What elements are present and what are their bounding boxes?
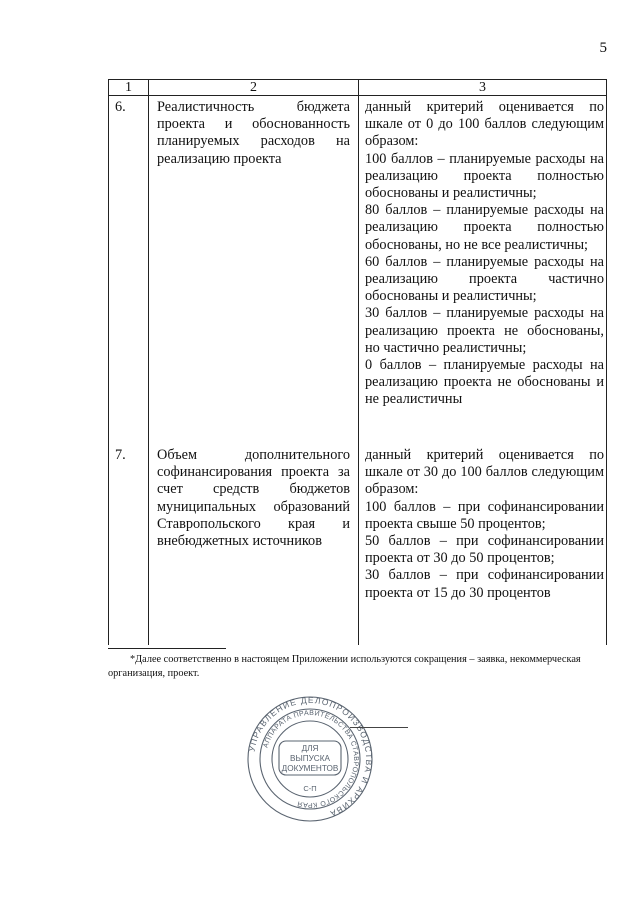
description-line: 80 баллов – планируемые расходы на реализацию проекта полностью обоснованы, но не все реалистичны; (365, 202, 604, 253)
column-header-3: 3 (359, 80, 607, 96)
criteria-table (108, 79, 607, 645)
description-cell (359, 96, 607, 438)
stamp-code: С-П (303, 784, 317, 793)
row-number: 6. (109, 96, 149, 438)
table-row (109, 437, 607, 645)
stamp-center-line: ДОКУМЕНТОВ (281, 764, 339, 773)
row-number: 7. (109, 437, 149, 645)
stamp-center-line: ДЛЯ (301, 744, 319, 753)
criterion-cell (149, 437, 359, 645)
description-line: 100 баллов – планируемые расходы на реализацию проекта полностью обоснованы и реалистичны; (365, 150, 604, 202)
footnote: *Далее соответственно в настоящем Приложении используются сокращения – заявка, некоммерческая организация, проект. (108, 654, 581, 679)
table-row (109, 96, 607, 438)
description-line: 60 баллов – планируемые расходы на реализацию проекта частично обоснованы и реалистичны; (365, 253, 604, 305)
criterion-text: Объем дополнительного софинансирования проекта за счет средств бюджетов муниципальных образований Ставропольского края и внебюджетных источников (157, 447, 350, 550)
column-header-2: 2 (149, 80, 359, 96)
description-line: данный критерий оценивается по шкале от 30 до 100 баллов следующим образом: (365, 447, 604, 498)
description-line: данный критерий оценивается по шкале от 0 до 100 баллов следующим образом: (365, 99, 604, 150)
description-cell (359, 437, 607, 645)
criterion-text: Реалистичность бюджета проекта и обоснованность планируемых расходов на реализацию проекта (157, 99, 350, 167)
signature-line (350, 727, 408, 728)
column-header-1: 1 (109, 80, 149, 96)
description-line: 100 баллов – при софинансировании проекта свыше 50 процентов; (365, 498, 604, 532)
stamp-center-line: ВЫПУСКА (290, 754, 330, 763)
page-number: 5 (599, 40, 607, 56)
description-line: 0 баллов – планируемые расходы на реализацию проекта не обоснованы и не реалистичны (365, 357, 604, 408)
description-line: 30 баллов – при софинансировании проекта от 15 до 30 процентов (365, 567, 604, 601)
description-line: 30 баллов – планируемые расходы на реализацию проекта не обоснованы, но частично реалистичны; (365, 305, 604, 356)
description-line: 50 баллов – при софинансировании проекта от 30 до 50 процентов; (365, 533, 604, 567)
stamp-outer-text: УПРАВЛЕНИЕ ДЕЛОПРОИЗВОДСТВА И АРХИВА (246, 695, 374, 820)
official-stamp (246, 695, 374, 823)
stamp-inner-text: АППАРАТА ПРАВИТЕЛЬСТВА СТАВРОПОЛЬСКОГО КРАЯ (262, 709, 360, 809)
table-header-row (109, 80, 607, 96)
criterion-cell (149, 96, 359, 438)
footnote-divider (108, 648, 226, 649)
